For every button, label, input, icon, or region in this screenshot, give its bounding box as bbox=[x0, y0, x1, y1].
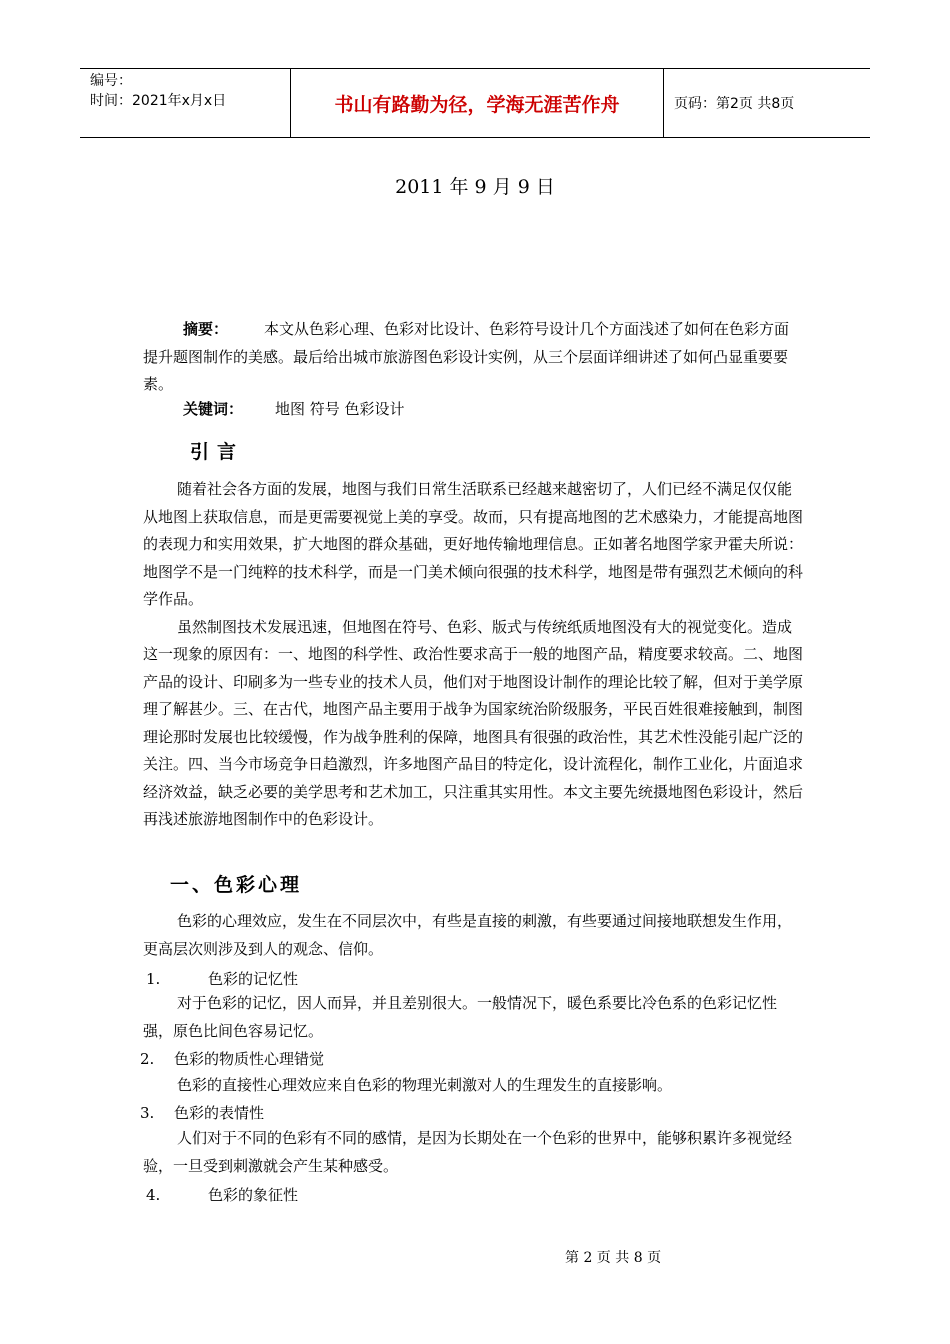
keywords-label: 关键词： bbox=[183, 400, 244, 418]
header-table bbox=[80, 68, 870, 138]
item-number: 4. bbox=[146, 1186, 161, 1204]
item-title: 色彩的表情性 bbox=[174, 1104, 265, 1122]
item-text: 人们对于不同的色彩有不同的感情，是因为长期处在一个色彩的世界中，能够积累许多视觉经验，一旦受到刺激就会产生某种感受。 bbox=[143, 1129, 793, 1175]
section1-item-3-title bbox=[140, 1102, 264, 1123]
section1-intro bbox=[143, 908, 803, 963]
section1-item-2-title bbox=[140, 1048, 324, 1069]
section1-item-2-body bbox=[143, 1072, 803, 1100]
item-title: 色彩的记忆性 bbox=[208, 970, 299, 988]
item-number: 2. bbox=[140, 1050, 155, 1068]
section1-item-1-body bbox=[143, 990, 803, 1045]
intro-heading: 引言 bbox=[190, 441, 245, 463]
abstract-text: 本文从色彩心理、色彩对比设计、色彩符号设计几个方面浅述了如何在色彩方面提升题图制作的美感。最后给出城市旅游图色彩设计实例，从三个层面详细讲述了如何凸显重要要素。 bbox=[143, 320, 790, 393]
header-motto: 书山有路勤为径，学海无涯苦作舟 bbox=[290, 69, 664, 137]
intro-body bbox=[143, 476, 803, 834]
intro-paragraph-1: 随着社会各方面的发展，地图与我们日常生活联系已经越来越密切了，人们已经不满足仅仅能从地图上获取信息，而是更需要视觉上美的享受。故而，只有提高地图的艺术感染力，才能提高地图的表现力和实用效果，扩大地图的群众基础，更好地传输地理信息。正如著名地图学家尹霍夫所说：地图学不是一门纯粹的技术科学，而是一门美术倾向很强的技术科学，地图是带有强烈艺术倾向的科学作品。 bbox=[143, 480, 804, 608]
item-title: 色彩的物质性心理错觉 bbox=[174, 1050, 325, 1068]
keywords-line bbox=[183, 398, 405, 419]
section1-item-4-title bbox=[146, 1184, 298, 1205]
item-title: 色彩的象征性 bbox=[208, 1186, 299, 1204]
document-date: 2011 年 9 月 9 日 bbox=[395, 176, 555, 198]
page-footer: 第 2 页 共 8 页 bbox=[565, 1250, 662, 1266]
keywords-text: 地图 符号 色彩设计 bbox=[275, 400, 405, 418]
number-label: 编号： bbox=[90, 73, 132, 89]
item-number: 1. bbox=[146, 970, 161, 988]
section1-heading: 一、色彩心理 bbox=[170, 874, 303, 896]
intro-paragraph-2: 虽然制图技术发展迅速，但地图在符号、色彩、版式与传统纸质地图没有大的视觉变化。造成这一现象的原因有：一、地图的科学性、政治性要求高于一般的地图产品，精度要求较高。二、地图产品的设计、印刷多为一些专业的技术人员，他们对于地图设计制作的理论比较了解，但对于美学原理了解甚少。三、在古代，地图产品主要用于战争为国家统治阶级服务，平民百姓很难接触到，制图理论那时发展也比较缓慢，作为战争胜利的保障，地图具有很强的政治性，其艺术性没能引起广泛的关注。四、当今市场竞争日趋激烈，许多地图产品目的特定化，设计流程化，制作工业化，片面追求经济效益，缺乏必要的美学思考和艺术加工，只注重其实用性。本文主要先统摄地图色彩设计，然后再浅述旅游地图制作中的色彩设计。 bbox=[143, 617, 804, 828]
item-text: 对于色彩的记忆，因人而异，并且差别很大。一般情况下，暖色系要比冷色系的色彩记忆性强，原色比间色容易记忆。 bbox=[143, 994, 778, 1040]
abstract-paragraph bbox=[143, 316, 803, 399]
item-text: 色彩的直接性心理效应来自色彩的物理光刺激对人的生理发生的直接影响。 bbox=[177, 1076, 673, 1094]
section1-intro-text: 色彩的心理效应，发生在不同层次中，有些是直接的刺激，有些要通过间接地联想发生作用，更高层次则涉及到人的观念、信仰。 bbox=[143, 912, 793, 958]
section1-item-1-title bbox=[146, 968, 298, 989]
header-page-info: 页码：第2页 共8页 bbox=[674, 96, 795, 112]
time-label: 时间：2021年x月x日 bbox=[90, 93, 227, 109]
item-number: 3. bbox=[140, 1104, 155, 1122]
abstract-label: 摘要： bbox=[183, 320, 229, 338]
header-left-cell bbox=[80, 69, 290, 137]
section1-item-3-body bbox=[143, 1125, 803, 1180]
